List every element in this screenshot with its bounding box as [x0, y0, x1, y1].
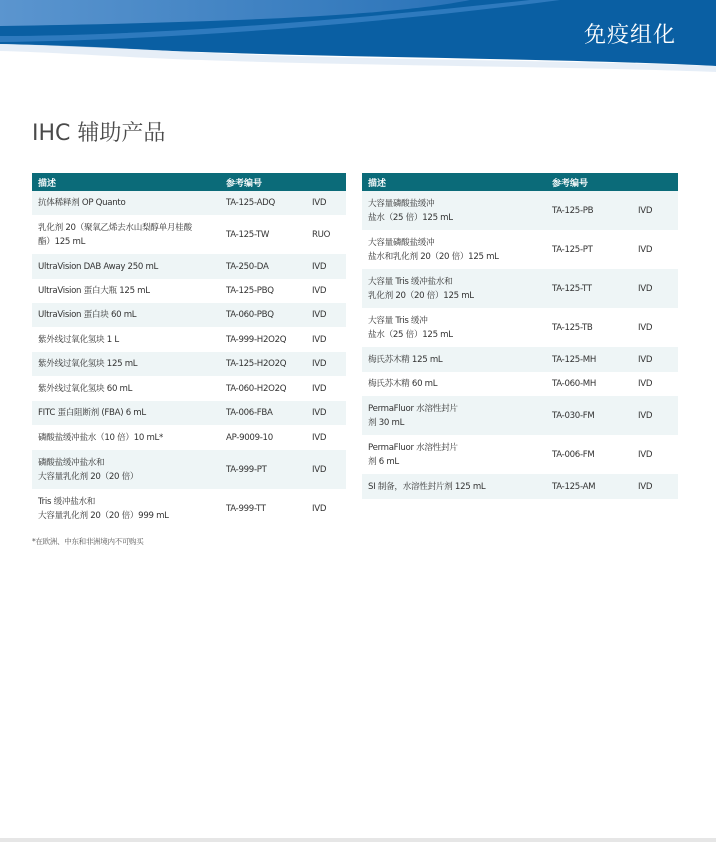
product-description: 磷酸盐缓冲盐水（10 倍）10 mL* [32, 425, 220, 450]
reference-number: TA-999-PT [220, 450, 306, 489]
use-label: IVD [632, 230, 678, 269]
table-row [32, 489, 346, 528]
table-row [32, 327, 346, 352]
reference-number: TA-125-PT [546, 230, 632, 269]
use-label: IVD [632, 435, 678, 474]
reference-number: TA-030-FM [546, 396, 632, 435]
reference-number: TA-999-TT [220, 489, 306, 528]
table-row [32, 352, 346, 376]
table-row [32, 303, 346, 327]
column-header-description: 描述 [32, 173, 220, 191]
reference-number: TA-125-H2O2Q [220, 352, 306, 376]
reference-number: TA-006-FM [546, 435, 632, 474]
page-header [0, 0, 716, 80]
reference-number: TA-125-PB [546, 191, 632, 230]
use-label: IVD [632, 396, 678, 435]
left-products-table [32, 173, 346, 528]
product-description: UltraVision DAB Away 250 mL [32, 254, 220, 279]
product-description: SI 制备，水溶性封片剂 125 mL [362, 474, 546, 499]
table-row [32, 191, 346, 215]
product-description: PermaFluor 水溶性封片 剂 6 mL [362, 435, 546, 474]
product-description: UltraVision 蛋白块 60 mL [32, 303, 220, 327]
use-label: IVD [306, 352, 346, 376]
use-label: IVD [306, 303, 346, 327]
left-table-header [32, 173, 346, 191]
use-label: IVD [306, 376, 346, 401]
product-description: 磷酸盐缓冲盐水和 大容量乳化剂 20（20 倍） [32, 450, 220, 489]
page-title: IHC 辅助产品 [32, 121, 166, 146]
product-description: UltraVision 蛋白大瓶 125 mL [32, 279, 220, 303]
use-label: IVD [306, 425, 346, 450]
product-description: PermaFluor 水溶性封片 剂 30 mL [362, 396, 546, 435]
use-label: RUO [306, 215, 346, 254]
use-label: IVD [306, 279, 346, 303]
table-row [32, 376, 346, 401]
product-description: 乳化剂 20（聚氧乙烯去水山梨醇单月桂酸 酯）125 mL [32, 215, 220, 254]
product-description: 紫外线过氧化氢块 1 L [32, 327, 220, 352]
product-description: 紫外线过氧化氢块 60 mL [32, 376, 220, 401]
use-label: IVD [306, 254, 346, 279]
product-description: 紫外线过氧化氢块 125 mL [32, 352, 220, 376]
use-label: IVD [306, 327, 346, 352]
reference-number: AP-9009-10 [220, 425, 306, 450]
table-row [362, 230, 678, 269]
use-label: IVD [632, 372, 678, 396]
product-description: 大容量磷酸盐缓冲 盐水和乳化剂 20（20 倍）125 mL [362, 230, 546, 269]
use-label: IVD [632, 474, 678, 499]
product-description: 抗体稀释剂 OP Quanto [32, 191, 220, 215]
product-description: 大容量 Tris 缓冲 盐水（25 倍）125 mL [362, 308, 546, 347]
column-header-use [306, 173, 346, 191]
column-header-description: 描述 [362, 173, 546, 191]
table-row [362, 435, 678, 474]
table-row [32, 215, 346, 254]
use-label: IVD [632, 269, 678, 308]
table-row [362, 396, 678, 435]
reference-number: TA-250-DA [220, 254, 306, 279]
table-row [362, 269, 678, 308]
reference-number: TA-999-H2O2Q [220, 327, 306, 352]
table-row [362, 191, 678, 230]
table-row [32, 425, 346, 450]
column-header-reference: 参考编号 [220, 173, 306, 191]
table-row [362, 474, 678, 499]
reference-number: TA-125-TB [546, 308, 632, 347]
table-row [362, 347, 678, 372]
product-description: 梅氏苏木精 125 mL [362, 347, 546, 372]
product-description: 大容量 Tris 缓冲盐水和 乳化剂 20（20 倍）125 mL [362, 269, 546, 308]
table-row [32, 254, 346, 279]
section-title: 免疫组化 [583, 23, 676, 48]
product-description: 大容量磷酸盐缓冲 盐水（25 倍）125 mL [362, 191, 546, 230]
table-row [362, 372, 678, 396]
reference-number: TA-125-ADQ [220, 191, 306, 215]
right-products-table [362, 173, 678, 499]
use-label: IVD [306, 401, 346, 425]
footnote: *在欧洲、中东和非洲境内不可购买 [32, 537, 144, 546]
column-header-reference: 参考编号 [546, 173, 632, 191]
right-table-header [362, 173, 678, 191]
table-row [32, 401, 346, 425]
reference-number: TA-125-PBQ [220, 279, 306, 303]
use-label: IVD [632, 347, 678, 372]
product-description: Tris 缓冲盐水和 大容量乳化剂 20（20 倍）999 mL [32, 489, 220, 528]
product-description: FITC 蛋白阻断剂 (FBA) 6 mL [32, 401, 220, 425]
reference-number: TA-060-H2O2Q [220, 376, 306, 401]
reference-number: TA-006-FBA [220, 401, 306, 425]
column-header-use [632, 173, 678, 191]
reference-number: TA-125-TW [220, 215, 306, 254]
use-label: IVD [306, 489, 346, 528]
reference-number: TA-125-TT [546, 269, 632, 308]
page-bottom-divider [0, 838, 716, 842]
use-label: IVD [632, 191, 678, 230]
use-label: IVD [306, 450, 346, 489]
reference-number: TA-125-MH [546, 347, 632, 372]
reference-number: TA-125-AM [546, 474, 632, 499]
table-row [362, 308, 678, 347]
product-description: 梅氏苏木精 60 mL [362, 372, 546, 396]
use-label: IVD [306, 191, 346, 215]
table-row [32, 450, 346, 489]
reference-number: TA-060-PBQ [220, 303, 306, 327]
use-label: IVD [632, 308, 678, 347]
reference-number: TA-060-MH [546, 372, 632, 396]
table-row [32, 279, 346, 303]
